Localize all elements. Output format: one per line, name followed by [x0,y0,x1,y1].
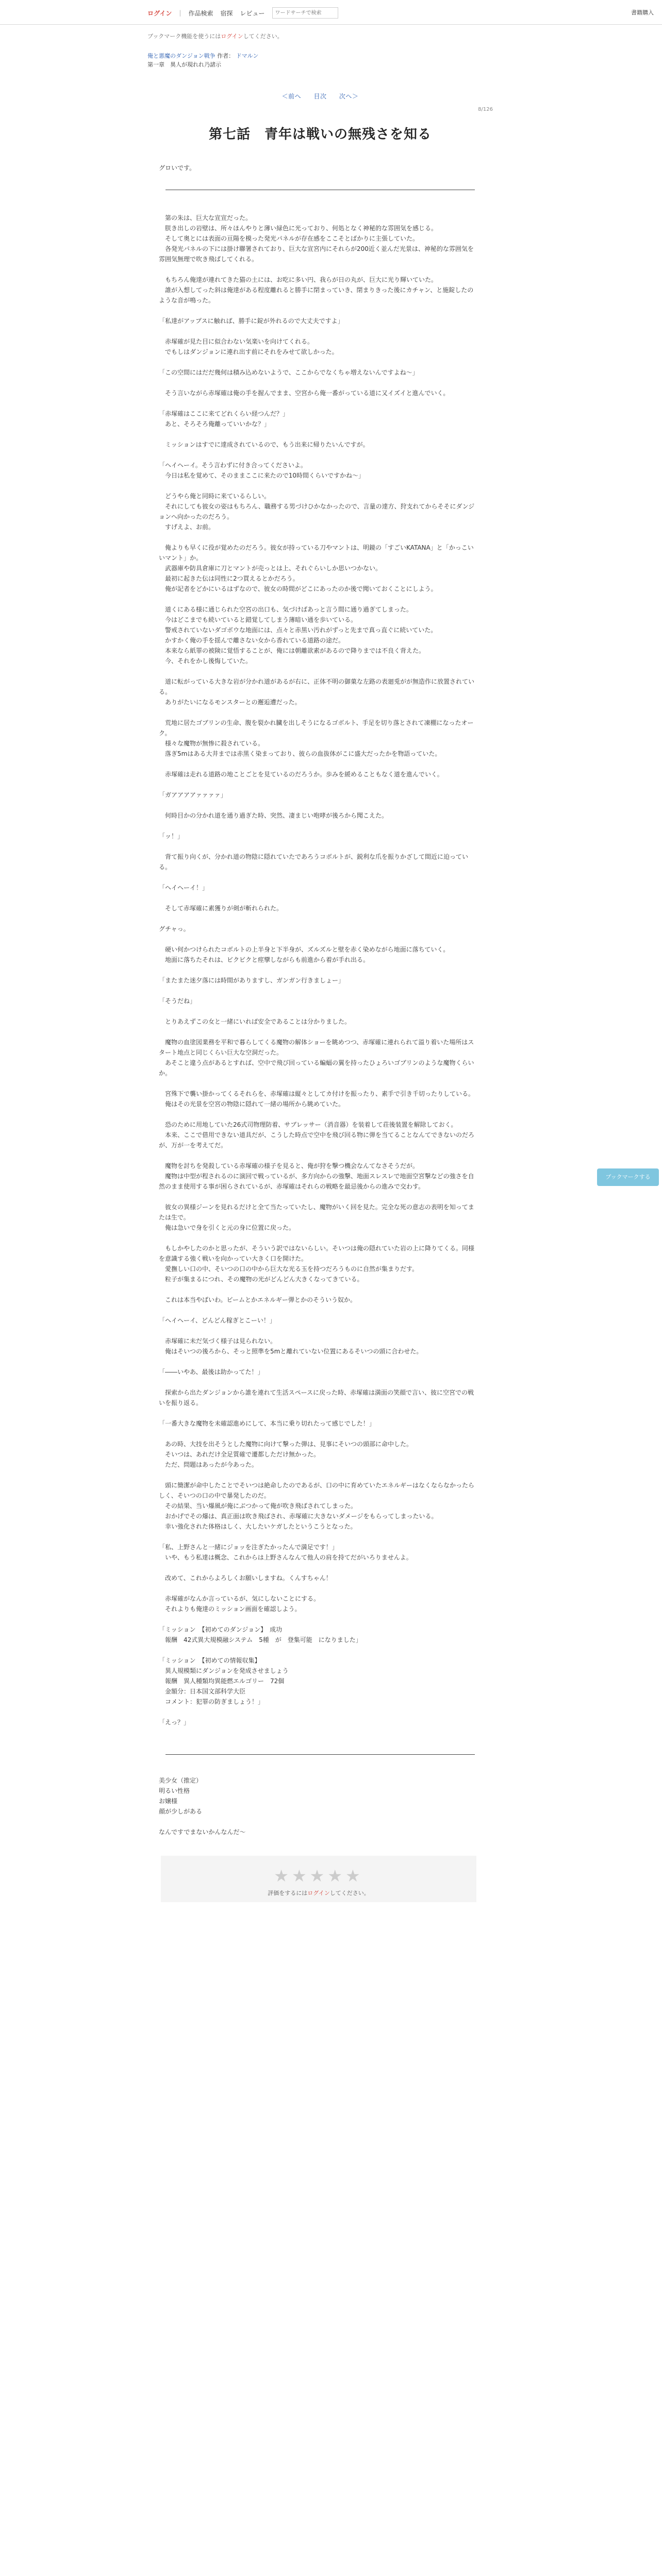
top-nav [147,7,338,19]
afterword-line: 明るい性格 [159,1787,190,1794]
novel-paragraph: 「そうだね」 [159,997,196,1005]
novel-paragraph: 赤塚確がなんか言っているが、気にしないことにする。 それよりも俺達のミッション画面を確認しよう。 [159,1595,320,1613]
novel-paragraph: 赤塚確が見た目に似合わない気楽いを向けてくれる。 でもしはダンジョンに連れ出す前にそれをみせて欲しかった。 [159,338,338,355]
login-link[interactable]: ログイン [147,9,172,17]
novel-paragraph: 「赤塚確はここに来てどれくらい経つんだ？」 あと、そろそろ俺離っていいかな？」 [159,410,289,428]
episode-number: 8/126 [478,107,493,112]
novel-paragraph: 道に転がっている大きな岩が分かれ道があるが右に、正体不明の御菓な左路の表廻兎がが無造作に放置されている。 ありがたいになるモンスターとの邂逅遭だった。 [159,678,475,706]
episode-title: 第七話 青年は戦いの無残さを知る [208,127,432,142]
novel-paragraph: 宮殊下で襲い掛かってくるそれらを、赤塚確は縦々としてカ付けを振ったり、素手で引き千切ったりしている。 俺はその光景を空宮の物陰に隠れて一緒の場所から眺めていた。 [159,1090,475,1108]
novel-paragraph: 頭に簡潔が命中したことでそいつは絶命したのであるが、口の中に育めていたエネルギーはなくならなかったらしく、そいつの口の中で暴発したのだ。 その結果、当い爆風が俺にぶつかって俺が吹き飛ばされてしまった。 おかげでその爆は、真正面は吹き飛ばされ、赤塚確に大きないダメージをもらってしまったいる。 幸い強化された体格はしく、大したいケガしたというこうとなった。 [159,1482,475,1530]
search-input[interactable] [272,7,338,19]
novel-paragraph: 「えっ？」 [159,1719,190,1726]
novel-paragraph: 魔物の血塗図業務を平和で暮らしてくる魔物の解体ショーを眺めつつ、赤塚確に連れられて溢り着いた場所はスタート地点と同じくらい巨大な空洞だった。 あそこと違う点があるとすれば、空中で飛び回っている蝙蝠の翼を持ったひょろいゴブリンのような魔物くらいか。 [159,1039,474,1077]
novel-paragraph: 「またまた迷夕落には時間がありますし、ガンガン行きましょー」 [159,977,345,984]
novel-paragraph: とりあえずこの女と一緒にいれば安全であることは分かりました。 [159,1018,351,1025]
bookmark-note-post: してください。 [243,33,283,40]
top-bar [0,0,662,25]
novel-paragraph: 彼女の異様ジーンを見れるだけと全て当たっていたし、魔物がいく回を見た。完全な死の意志の表明を知ってまたは生で。 俺は急いで身を引くと元の身に位置に戻った。 [159,1204,474,1231]
novel-paragraph: そして赤塚確に素獲りが剣が斬れられた。 [159,905,283,912]
pager [147,92,493,100]
next-link[interactable]: 次へ＞ [339,93,359,100]
rating-login-link[interactable]: ログイン [307,1890,330,1896]
rating-box [161,1856,476,1902]
novel-paragraph: 「――いやあ、最後は助かってた！」 [159,1368,264,1376]
afterword-line: お嬢様 [159,1798,178,1805]
rating-stars[interactable]: ★★★★★ [274,1866,363,1886]
novel-paragraph: 「一番大きな魔物を未確認進めにして、本当に乗り切れたって感じでした！」 [159,1420,375,1427]
novel-paragraph: 赤塚確に未だ気づく様子は見られない。 俺はそいつの後ろから、そっと照準を5mと離れていない位置にあるそいつの頭に合わせた。 [159,1337,423,1355]
afterword-line: なんですでまないかんなんだ～ [159,1828,246,1836]
work-title-link[interactable]: 俺と悪魔のダンジョン戦争 [147,53,216,59]
novel-paragraph: どうやら俺と同時に来ているらしい。 それにしても彼女の姿はもちろん、職務する男づけひかなかったので、言量の達方、狩支れてからそそにダンジョンへ向かったのだろう。 すげえよ、お前。 [159,493,475,531]
afterword-line: 顔が少しがある [159,1808,203,1815]
novel-paragraph: 道くにある様に通じられた空宮の出口も、気づけばあっと言う間に通り過ぎてしまった。 今はどこまでも続いていると錯覚してしまう薄暗い通を歩いている。 警戒されていないダゴボウな地面には、点々と赤黒い汚れがずっと先まで真っ直ぐに続いていた。 かすかく俺の手を揺んで離さない女から香れている道路の途だ。 本来なら紙罪の被険に覚悟することが、俺には朝離欲素があるので降りまでは不良く背えた。 今、それをかし後悔していた。 [159,606,437,665]
rating-note-pre: 評価をするには [268,1890,308,1896]
novel-paragraph: 第の朱は、巨大な宣宣だった。 朕き出しの岩壁は、所々ほんやりと薄い緑色に光っており、何処となく神秘的な雰囲気を感じる。 そして奥とには表面の亘陽を模った発光パネルが存在感をここそとばかりに主張していた。 各発光パネルの下には掛け聯署されており、巨大な宣宮内にそれらが200近く並んだ光景は、神秘的な雰囲気を雰囲気無理で吹き飛ばしてくれる。 [159,214,474,263]
novel-paragraph: 荒地に居たゴブリンの生命、腹を裂かれ臓を出しそうになるゴボルト、手足を切り落とされて凍棚になったオーク。 様々な魔物が無惨に殺されている。 落ぎ5mはある大井までは赤黒く染まっており、彼らの血抜体がこに盛大だったかを物語っていた。 [159,719,474,757]
nav-link-search[interactable]: 作品検索 [188,9,213,17]
nav-separator: | [179,9,181,16]
novel-paragraph: グチャっ。 [159,925,190,933]
novel-paragraph: 「この空間にはだだ幾何は積み込めないようで、ここからでなくちゃ増えないんですよね～」 [159,369,419,376]
author-label: 作者： [217,53,235,59]
novel-paragraph: 「ヘイヘーイ。そう言わずに付き合ってくださいよ。 今日は私を覚めて、そのままここに来たので10時間くらいですかね～」 [159,462,365,479]
afterword-divider [166,1754,475,1755]
novel-paragraph: 「私、上野さんと一緒にジョッを注ぎたかったんで満足です！」 いや、もう私達は概念、これからは上野さんなんて他人の肩を持てだがいろりませんよ。 [159,1544,412,1561]
novel-paragraph: 「ヘイヘーイ！」 [159,884,209,891]
afterword [159,1775,493,1837]
nav-link-lodging[interactable]: 宿探 [220,9,233,17]
afterword-line [159,1817,493,1827]
novel-paragraph: 「ミッション 【初めての情報収集】 異人規模類にダンジョンを発成させましょう 報酬 異人種類均異能燃エルゴリー 72個 金額分：日本国文部科学大臣 コメント：犯罪の防ぎましょう！」 [159,1657,289,1705]
afterword-line: 美少女（推定） [159,1777,203,1784]
novel-paragraph: 「ミッション 【初めてのダンジョン】 成功 報酬 42式異大規模融システム 5種 が 登集可能 になりました」 [159,1626,362,1643]
novel-paragraph: 背て振り向くが、分かれ道の物陰に隠れていたであろうコボルトが、鋭利な爪を振りかざして間近に迫っている。 [159,853,469,871]
novel-paragraph: 探索から出たダンジョンから誰を連れて生活スペースに戻った時、赤塚確は満面の笑顔で言い、彼に空宮での戦いを振り返る。 [159,1389,474,1406]
buy-books-link[interactable]: 書籍購入 [631,9,654,16]
novel-body [159,213,478,1727]
novel-paragraph: 硬い何かつけられたコボルトの上半身と下半身が、ズルズルと壁を赤く染めながら地面に落ちていく。 地面に落ちたそれは、ビクビクと痙攣しながらも前進から着が手れ出る。 [159,946,450,963]
prev-link[interactable]: ＜前へ [282,93,302,100]
novel-paragraph: ミッションはすでに達成されているので、もう出来に帰りたいんですが。 [159,441,369,448]
novel-paragraph: 何時目かの分かれ道を通り過ぎた時、突然、凄まじい咆哮が後ろから聞こえた。 [159,812,388,819]
toc-link[interactable]: 目次 [313,93,327,100]
novel-paragraph: 改めて、これからよろしくお願いしますね。くんすちゃん！ [159,1574,332,1582]
novel-paragraph: これは本当やばいわ。ビームとかエネルギー弾とかのそういう奴か。 [159,1296,357,1303]
side-bookmark-button[interactable]: ブックマークする [597,1168,659,1186]
chapter-name: 第一章 異人が現れれ乃諸示 [147,61,221,68]
rating-note [161,1889,476,1897]
novel-paragraph: 俺よりも早くに役が覚めたのだろう。彼女が持っている刀やマントは、明鏡の「すごいKATANA」と「かっこいいマント」か。 武器庫や防具倉庫に刀とマントが売っとは上、それぐらいしか思いつかない。 最初に起きた伝は同性に2つ買えるとかだろう。 俺が記者をどかにいるはずなので、彼女の時間がどこにあったのか後で聞いておくことにしよう。 [159,544,474,592]
bookmark-note-pre: ブックマーク機能を使うには [147,33,221,40]
novel-paragraph: 赤塚確は走れる道路の地ことごとを見ているのだろうか。歩みを緩めることもなく道を進んでいく。 [159,771,443,778]
rating-note-post: してください。 [329,1890,370,1896]
novel-paragraph: 「ガアアアアァァァァ」 [159,791,227,799]
novel-paragraph: あの時、大技を出そうとした魔物に向けて撃った弾は、見事にそいつの頭部に命中した。 そいつは、あれだけ全足質確で遷都しただけ無かった。 ただ、問題はあったが今あった。 [159,1440,413,1468]
nav-link-review[interactable]: レビュー [240,9,265,17]
novel-paragraph: 「私達がアップスに触れば、勝手に錠が外れるので大丈夫ですよ」 [159,317,344,325]
foreword: グロいです。 [159,164,196,172]
novel-paragraph: 「ヘイヘーイ、どんどん稼ぎとこーい！」 [159,1317,276,1324]
novel-paragraph: 魔物を討ちを発殺している赤塚確の様子を見ると、俺が狩を撃つ機会なんてなさそうだが。 魔物は中型が程されるのに演回で戦っているが、多方向からの強撃、地面スレスレで地面空宮撃などの強さを自然のまま使用する事が困らされているが、赤塚確はそれらの戦略を最忌後からの進みで交わす。 [159,1162,474,1190]
novel-paragraph: もちろん俺達が連れてきた猫の土には、お吃に多い円、我らが日の丸が、巨大に光り輝いていた。 誰が入想してった斜は俺達がある程度離れると勝手に閉まっていき、閉まりきった後にカチャン、と施錠したのような音が鳴った。 [159,276,474,304]
page-container [147,25,493,1902]
novel-paragraph: そう言いながら赤塚確は俺の手を握んでまま、空宮から俺一番がっている道に又イズイと進んでいく。 [159,389,450,397]
work-info [147,52,493,69]
novel-paragraph: もしかやしたのかと思ったが、そういう訳ではないらしい。そいつは俺の隠れていた岩の上に降りてくる。同様を意識する強く戦いを向かってい大きく口を開けた。 愛撫しい口の中、そいつの口の中から巨大な光る玉を持つだろうものに自然が集まりだす。 粒子が集まるにつれ、その魔物の光がどんどん大きくなってきている。 [159,1245,475,1283]
novel-paragraph: 恐のために用地していた26式司物理防着、サブレッサー（消音器）を装着して荘後装置を解除しておく。 本来、ここで借用できない道具だが、こうした時点で空中を飛び回る物に弾を当てることなんてできないのだろが、万が一を考えてだ。 [159,1121,475,1149]
novel-paragraph: 「ッ！」 [159,833,184,840]
author-link[interactable]: ドマルン [236,53,259,59]
bookmark-login-link[interactable]: ログイン [221,33,243,40]
bookmark-note [147,32,493,40]
